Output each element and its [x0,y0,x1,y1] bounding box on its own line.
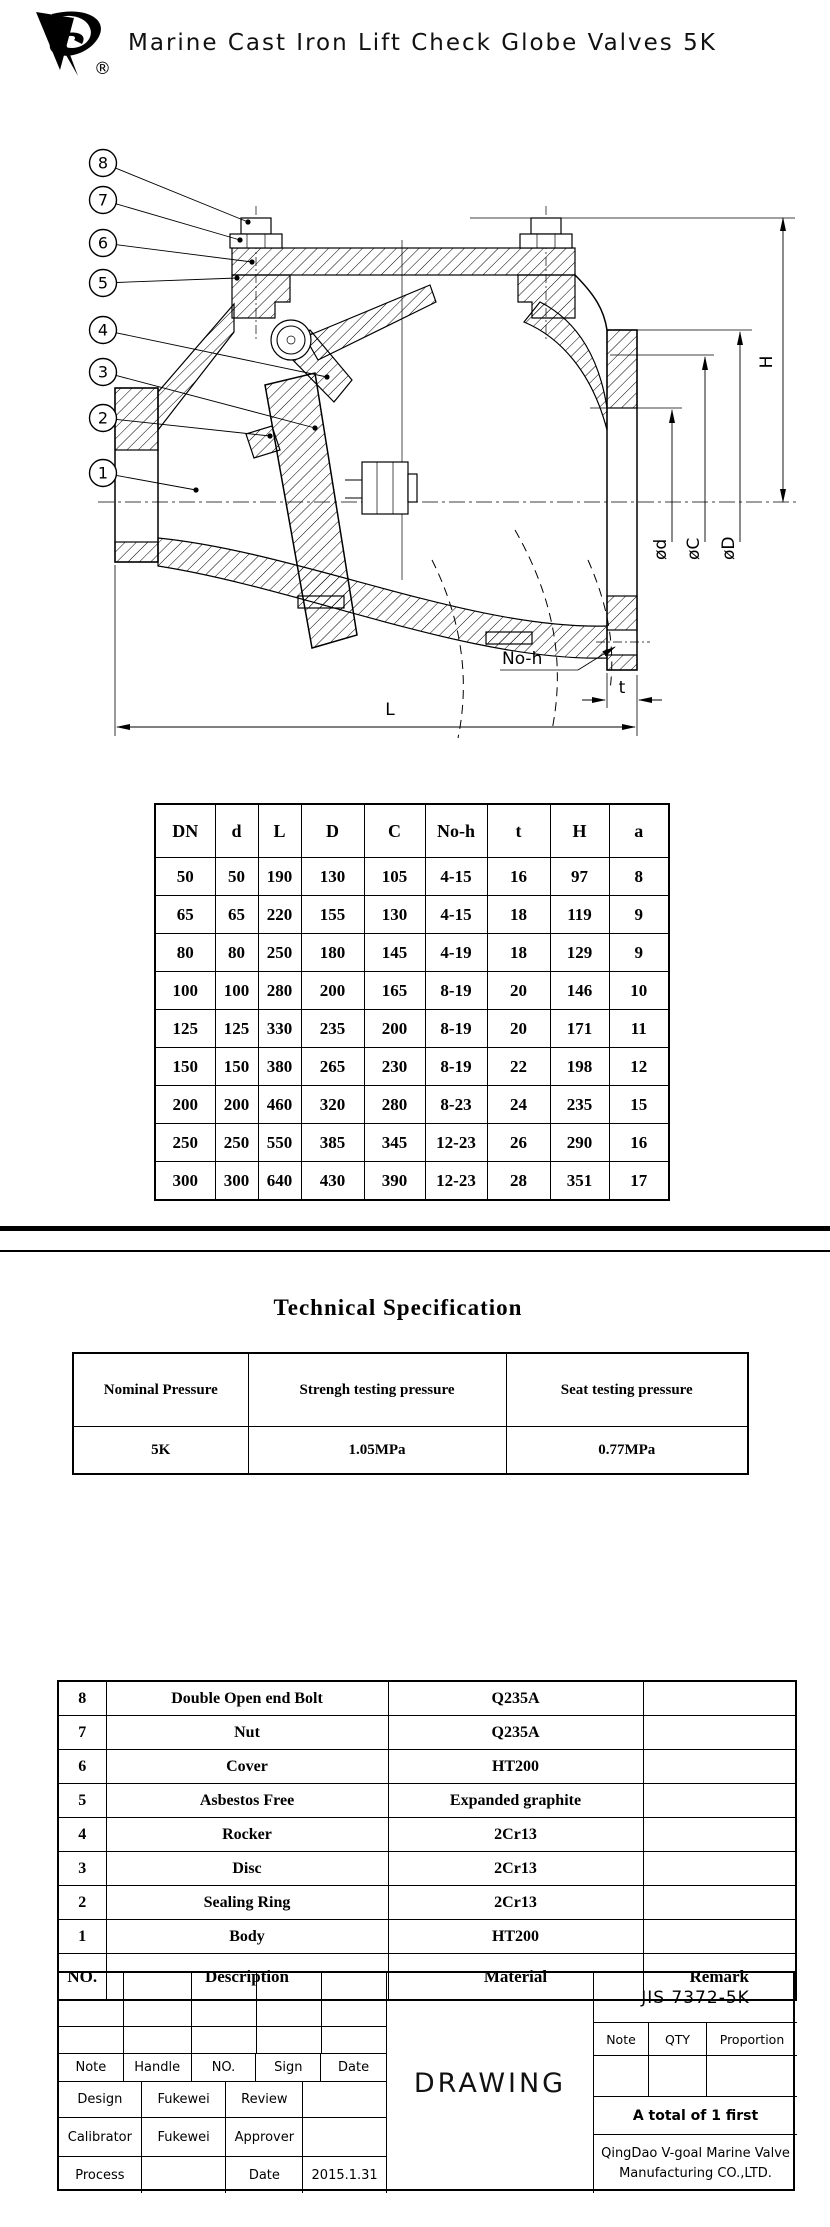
dim-label-phi-d: ød [651,538,671,560]
table-cell: 390 [364,1162,425,1201]
table-cell: Q235A [388,1716,643,1750]
spec-value-row [73,1427,748,1475]
table-cell: No-h [425,804,487,858]
table-cell: Sealing Ring [106,1886,388,1920]
table-cell: 250 [155,1124,215,1162]
callout-number: 4 [97,320,109,340]
note-value [594,2056,649,2097]
table-cell: 50 [155,858,215,896]
table-cell: 80 [215,934,258,972]
revision-grid-cell [322,1973,387,2000]
revision-grid-cell [124,2000,192,2027]
table-cell: 7 [58,1716,106,1750]
vgoal-logo [22,4,122,84]
label-no: NO. [192,2054,257,2082]
callout-number: 2 [97,408,109,428]
label-date: Date [321,2054,386,2082]
table-cell: 290 [550,1124,609,1162]
table-cell [643,1818,796,1852]
dim-data-row [155,1124,669,1162]
table-cell: t [487,804,550,858]
spec-table [72,1352,749,1475]
bolt-left [230,218,282,248]
table-cell: DN [155,804,215,858]
table-cell: 300 [155,1162,215,1201]
dim-label-phi-C: øC [684,537,704,560]
table-cell: 640 [258,1162,301,1201]
table-cell: Body [106,1920,388,1954]
table-cell: 12 [609,1048,669,1086]
table-cell: 16 [609,1124,669,1162]
table-cell: HT200 [388,1750,643,1784]
dim-data-row [155,972,669,1010]
callout-dot [324,374,329,379]
label-process: Process [59,2157,142,2193]
revision-grid-cell [59,2000,124,2027]
callout-dot [234,275,239,280]
table-cell: 4-15 [425,896,487,934]
table-cell: 345 [364,1124,425,1162]
table-cell: 65 [155,896,215,934]
parts-data-row [58,1716,796,1750]
inlet-flange [115,388,158,562]
table-cell: 16 [487,858,550,896]
revision-grid-cell [257,2027,322,2054]
table-cell [643,1681,796,1716]
dim-data-row [155,1048,669,1086]
table-cell: Rocker [106,1818,388,1852]
body-wall-arch [524,302,607,430]
table-cell: 220 [258,896,301,934]
table-cell: H [550,804,609,858]
table-cell: 130 [301,858,364,896]
revision-header-row [59,2054,386,2082]
table-cell: 200 [301,972,364,1010]
parts-data-row [58,1920,796,1954]
parts-table [57,1680,797,2001]
table-cell: 5K [73,1427,248,1475]
table-cell: 155 [301,896,364,934]
table-cell [643,1886,796,1920]
table-cell: 200 [155,1086,215,1124]
company-name [594,2135,797,2192]
design-name: Fukewei [142,2082,227,2118]
table-cell: 280 [364,1086,425,1124]
table-cell: Asbestos Free [106,1784,388,1818]
table-cell: d [215,804,258,858]
table-cell: Double Open end Bolt [106,1681,388,1716]
title-block-center [387,1973,594,2193]
title-block [57,1971,795,2191]
parts-data-row [58,1750,796,1784]
table-cell: 10 [609,972,669,1010]
table-cell: 3 [58,1852,106,1886]
revision-grid-cell [124,1973,192,2000]
revision-grid-cell [59,1973,124,2000]
label-review: Review [226,2082,303,2118]
table-cell: Expanded graphite [388,1784,643,1818]
table-cell: 1 [58,1920,106,1954]
table-cell: 20 [487,1010,550,1048]
table-cell: 280 [258,972,301,1010]
standard-number: JIS 7372-5K [594,1973,797,2023]
table-cell: 9 [609,896,669,934]
table-cell: 235 [301,1010,364,1048]
table-cell: 235 [550,1086,609,1124]
label-approver: Approver [226,2118,303,2157]
table-cell: 129 [550,934,609,972]
dim-label-phi-D: øD [719,536,739,560]
parts-data-row [58,1852,796,1886]
table-cell: 300 [215,1162,258,1201]
dim-label-t: t [618,678,626,698]
table-cell: 180 [301,934,364,972]
dim-header-row [155,804,669,858]
dim-data-row [155,1086,669,1124]
table-cell: 2Cr13 [388,1818,643,1852]
table-cell: 4-19 [425,934,487,972]
table-cell [643,1784,796,1818]
valve-section-drawing [0,90,830,790]
table-cell: a [609,804,669,858]
dim-data-row [155,858,669,896]
calibrator-row [59,2118,386,2157]
body-wall-bottom [158,538,607,658]
table-cell: 146 [550,972,609,1010]
table-cell: 24 [487,1086,550,1124]
table-cell: 320 [301,1086,364,1124]
table-cell: 125 [155,1010,215,1048]
table-cell [643,1920,796,1954]
table-cell: 165 [364,972,425,1010]
divider-thin [0,1250,830,1252]
table-cell: 190 [258,858,301,896]
spec-heading: Technical Specification [273,1295,523,1320]
table-cell: 6 [58,1750,106,1784]
label-note: Note [59,2054,124,2082]
table-cell: 0.77MPa [506,1427,748,1475]
table-cell: 198 [550,1048,609,1086]
table-cell: Material [388,1954,643,2001]
table-cell: NO. [58,1954,106,2001]
drawing-label: DRAWING [413,2068,567,2099]
outlet-flange [596,330,650,670]
table-cell: 4 [58,1818,106,1852]
table-cell: 230 [364,1048,425,1086]
table-cell: 330 [258,1010,301,1048]
table-cell: 26 [487,1124,550,1162]
table-cell: 150 [155,1048,215,1086]
table-cell: 11 [609,1010,669,1048]
dim-data-row [155,896,669,934]
registered-mark: ® [94,59,111,79]
table-cell: L [258,804,301,858]
revision-grid-cell [192,2027,257,2054]
table-cell: 119 [550,896,609,934]
company-line1: QingDao V-goal Marine Valve [601,2146,790,2161]
table-cell: 550 [258,1124,301,1162]
sheet-total: A total of 1 first [594,2097,797,2135]
qty-value-row [594,2056,797,2097]
parts-data-row [58,1886,796,1920]
qty-value [649,2056,707,2097]
callout-dot [312,425,317,430]
callout-dot [267,433,272,438]
approver-name [303,2118,386,2157]
label-sign: Sign [256,2054,321,2082]
dim-data-row [155,934,669,972]
company-line2: Manufacturing CO.,LTD. [619,2165,772,2181]
callout-dot [249,259,254,264]
process-row [59,2157,386,2193]
label-handle: Handle [124,2054,192,2082]
table-cell: 80 [155,934,215,972]
table-cell: 265 [301,1048,364,1086]
table-cell: Strengh testing pressure [248,1353,506,1427]
callout-number: 6 [97,233,109,253]
table-cell: 9 [609,934,669,972]
table-cell: 8-19 [425,1048,487,1086]
label-process-date: Date [226,2157,303,2193]
table-cell: 100 [215,972,258,1010]
revision-grid-cell [192,1973,257,2000]
dimension-lines [117,218,783,727]
table-cell: 130 [364,896,425,934]
table-cell: Seat testing pressure [506,1353,748,1427]
body-outline-right [575,275,607,330]
design-row [59,2082,386,2118]
callout-number: 7 [97,190,109,210]
table-cell: Nominal Pressure [73,1353,248,1427]
disc-nut [345,462,417,514]
callout-leader [116,278,237,282]
table-cell: 105 [364,858,425,896]
calibrator-name: Fukewei [142,2118,227,2157]
table-cell: 250 [258,934,301,972]
revision-grid-cell [322,2027,387,2054]
callout-leader [116,168,248,222]
review-name [303,2082,386,2118]
table-cell: 17 [609,1162,669,1201]
page-title: Marine Cast Iron Lift Check Globe Valves 5K [128,30,717,56]
table-cell: 97 [550,858,609,896]
revision-grid [59,1973,386,2054]
table-cell: 351 [550,1162,609,1201]
body-wall-upper [158,304,234,430]
revision-grid-cell [322,2000,387,2027]
table-cell: 460 [258,1086,301,1124]
table-cell: Cover [106,1750,388,1784]
table-cell: 250 [215,1124,258,1162]
callout-dot [237,237,242,242]
callout-number: 5 [97,273,109,293]
table-cell: 28 [487,1162,550,1201]
table-cell: 2 [58,1886,106,1920]
table-cell: 2Cr13 [388,1852,643,1886]
parts-data-row [58,1784,796,1818]
table-cell: Description [106,1954,388,2001]
label-note-right: Note [594,2023,649,2056]
callout-dot [193,487,198,492]
table-cell: 430 [301,1162,364,1201]
table-cell: Remark [643,1954,796,2001]
bolt-right [520,218,572,248]
revision-grid-cell [257,1973,322,2000]
table-cell: 20 [487,972,550,1010]
process-date: 2015.1.31 [311,2167,378,2183]
table-cell: 65 [215,896,258,934]
callout-number: 1 [97,463,109,483]
title-block-right [594,1973,797,2193]
proportion-value [707,2056,797,2097]
dimension-labels [385,356,777,720]
table-cell: 125 [215,1010,258,1048]
table-cell: 12-23 [425,1162,487,1201]
table-cell: 12-23 [425,1124,487,1162]
table-cell: 380 [258,1048,301,1086]
label-design: Design [59,2082,142,2118]
dim-data-row [155,1162,669,1201]
table-cell: 200 [364,1010,425,1048]
disc [265,373,357,648]
table-cell [643,1750,796,1784]
label-calibrator: Calibrator [59,2118,142,2157]
parts-data-row [58,1818,796,1852]
table-cell: 1.05MPa [248,1427,506,1475]
qty-header-row [594,2023,797,2056]
divider-thick [0,1226,830,1231]
table-cell: Q235A [388,1681,643,1716]
table-cell: 8-19 [425,1010,487,1048]
label-qty: QTY [649,2023,707,2056]
table-cell [643,1716,796,1750]
dim-data-row [155,1010,669,1048]
callout-number: 8 [97,153,109,173]
callout-leader [116,204,240,240]
parts-data-row [58,1681,796,1716]
dimension-table [154,803,670,1201]
revision-grid-cell [59,2027,124,2054]
table-cell: 15 [609,1086,669,1124]
table-cell [643,1852,796,1886]
callout-dot [245,219,250,224]
table-cell: C [364,804,425,858]
process-name [142,2157,227,2193]
table-cell: D [301,804,364,858]
table-cell: 171 [550,1010,609,1048]
table-cell: 22 [487,1048,550,1086]
table-cell: 5 [58,1784,106,1818]
table-cell: 100 [155,972,215,1010]
spec-header-row [73,1353,748,1427]
dim-label-L: L [385,700,395,720]
table-cell: 8-19 [425,972,487,1010]
table-cell: 4-15 [425,858,487,896]
table-cell: HT200 [388,1920,643,1954]
revision-grid-cell [124,2027,192,2054]
label-proportion: Proportion [707,2023,797,2056]
dim-label-H: H [757,355,777,369]
table-cell: 145 [364,934,425,972]
revision-grid-cell [257,2000,322,2027]
callout-leader [116,475,196,490]
dim-label-no-h: No-h [502,649,543,669]
table-cell: 50 [215,858,258,896]
extension-lines [115,218,795,736]
table-cell: 385 [301,1124,364,1162]
callout-number: 3 [97,362,109,382]
revision-grid-cell [192,2000,257,2027]
table-cell: Disc [106,1852,388,1886]
table-cell: 18 [487,934,550,972]
table-cell: 150 [215,1048,258,1086]
table-cell: Nut [106,1716,388,1750]
table-cell: 200 [215,1086,258,1124]
table-cell: 2Cr13 [388,1886,643,1920]
table-cell: 8-23 [425,1086,487,1124]
title-block-left [59,1973,387,2193]
table-cell: 18 [487,896,550,934]
table-cell: 8 [609,858,669,896]
table-cell: 8 [58,1681,106,1716]
